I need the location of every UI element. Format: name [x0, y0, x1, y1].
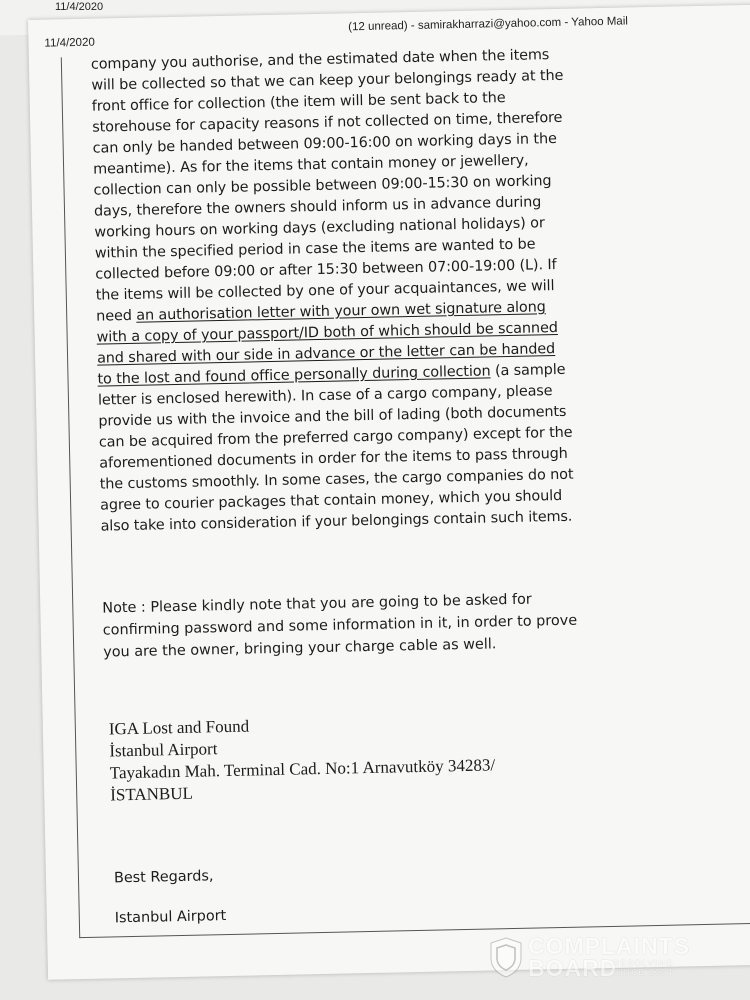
- letter-paragraph: [91, 45, 576, 538]
- closing-signature: Istanbul Airport: [114, 908, 227, 927]
- sender-address-block: [109, 710, 496, 806]
- paragraph-text-start: company you authorise, and the estimated date when the items will be collected so that we can keep your belongings ready at the front office for collection (the item will be sent back to the storehouse for capacity reasons if not collected on time, therefore can only be handed between 09:00-16:00 on working days in the meantime). As for the items that contain money or jewellery, collection can only be possible between 09:00-15:30 on working days, therefore the owners should inform us in advance during working hours on working days (excluding national holidays) or within the specified period in case the items are wanted to be collected before 09:00 or after 15:30 between 07:00-19:00 (L). If the items will be collected by one of your acquaintances, we will need: [90, 47, 564, 325]
- authorisation-requirement-underlined: an authorisation letter with your own wet signature along with a copy of your passport/ID both of which should be scanned and shared with our side in advance or the letter can be handed to the lost and found office personally during collection: [96, 299, 558, 388]
- paragraph-text-end: (a sample letter is enclosed herewith). In case of a cargo company, please provide us with the invoice and the bill of lading (both documents can be acquired from the preferred cargo company) except for the aforementioned documents in order for the items to pass through the customs smoothly. In some cases, the cargo companies do not agree to courier packages that contain money, which you should also take into consideration if your belongings contain such items.: [97, 361, 574, 535]
- watermark-tagline-2: SINCE 2004: [613, 967, 674, 977]
- watermark-word-1: COMPLAINTS: [528, 933, 691, 959]
- underlying-page-date: 11/4/2020: [55, 1, 104, 13]
- sender-name: IGA Lost and Found: [108, 716, 250, 739]
- letter-body: [91, 45, 576, 538]
- printed-page: [28, 4, 750, 980]
- sender-street: Tayakadın Mah. Terminal Cad. No:1 Arnavutköy 34283/: [109, 755, 496, 783]
- complaints-board-watermark: [488, 933, 718, 981]
- sender-location: İstanbul Airport: [109, 739, 218, 761]
- sender-city: İSTANBUL: [110, 783, 194, 805]
- page-date: 11/4/2020: [44, 36, 95, 50]
- watermark-tagline-1: RESOLVING: [613, 958, 674, 968]
- note-paragraph: Note : Please kindly note that you are going to be asked for confirming password and some information in it, in order to prove you are the owner, bringing your charge cable as well.: [102, 591, 578, 661]
- page-header-title: (12 unread) - samirakharrazi@yahoo.com - Yahoo Mail: [348, 15, 628, 34]
- closing-regards: Best Regards,: [113, 868, 214, 887]
- shield-logo-icon: [488, 936, 524, 978]
- watermark-word-2: BOARD: [528, 955, 618, 981]
